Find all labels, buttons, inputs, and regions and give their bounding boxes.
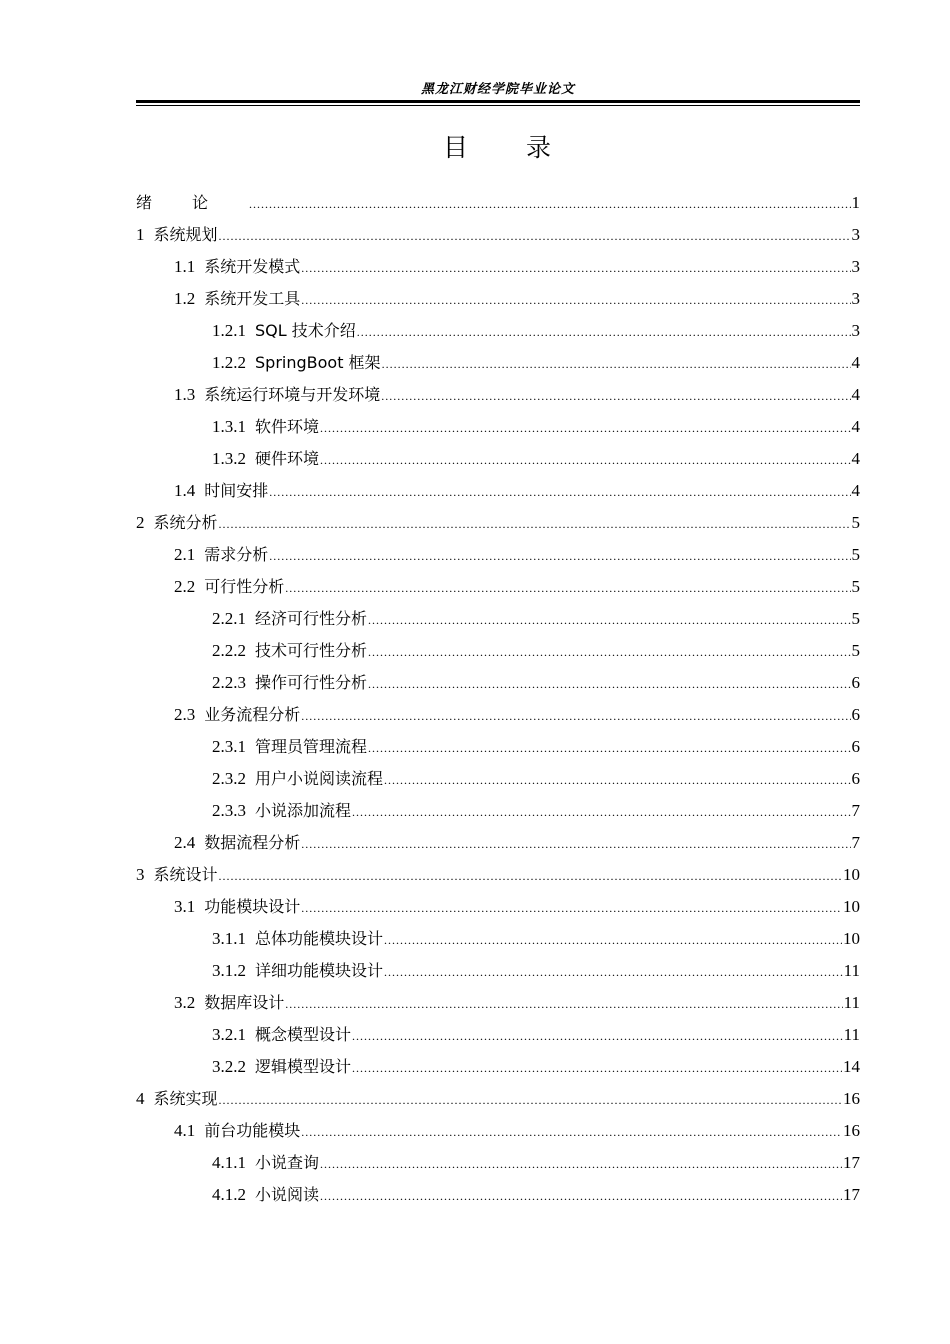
toc-entry[interactable]: [136, 539, 860, 571]
toc-entry-page: 11: [843, 961, 860, 980]
toc-entry[interactable]: [136, 1147, 860, 1179]
toc-entry[interactable]: [136, 283, 860, 315]
toc-entry-number: 1.2: [174, 289, 196, 308]
toc-entry[interactable]: [136, 1179, 860, 1211]
page-header: 黑龙江财经学院毕业论文: [420, 82, 575, 97]
toc-entry-page: 6: [851, 769, 860, 788]
toc-entry-title: 时间安排: [204, 481, 269, 500]
toc-leader-dots: [219, 220, 851, 252]
toc-entry[interactable]: [136, 923, 860, 955]
toc-entry-page: 10: [843, 929, 860, 948]
toc-entry[interactable]: [136, 859, 860, 891]
toc-entry[interactable]: [136, 731, 860, 763]
toc-leader-dots: [352, 1052, 842, 1084]
toc-entry[interactable]: [136, 315, 860, 347]
toc-entry-title: 概念模型设计: [255, 1025, 352, 1044]
toc-entry-page: 4: [851, 353, 860, 372]
toc-entry[interactable]: [136, 251, 860, 283]
toc-entry-title: SpringBoot 框架: [255, 353, 381, 372]
toc-entry-title: 小说添加流程: [255, 801, 352, 820]
toc-entry-number: 2.4: [174, 833, 196, 852]
toc-entry-page: 7: [851, 801, 860, 820]
toc-leader-dots: [249, 188, 850, 220]
toc-leader-dots: [285, 988, 842, 1020]
toc-leader-dots: [301, 700, 850, 732]
toc-entry-title: 系统设计: [153, 865, 218, 884]
toc-entry-number: 4: [136, 1089, 145, 1108]
toc-leader-dots: [320, 444, 850, 476]
toc-entry-page: 11: [843, 1025, 860, 1044]
toc-leader-dots: [384, 924, 842, 956]
toc-entry-title: 可行性分析: [204, 577, 285, 596]
toc-entry-page: 4: [851, 385, 860, 404]
toc-entry-page: 5: [851, 609, 860, 628]
toc-leader-dots: [301, 828, 850, 860]
toc-entry-title: 经济可行性分析: [255, 609, 368, 628]
toc-entry-title: 用户小说阅读流程: [255, 769, 384, 788]
toc-entry-page: 3: [851, 257, 860, 276]
toc-entry-title: 详细功能模块设计: [255, 961, 384, 980]
table-of-contents: [136, 187, 860, 1211]
toc-entry[interactable]: [136, 219, 860, 251]
toc-entry-title: 数据库设计: [204, 993, 285, 1012]
toc-entry-page: 7: [851, 833, 860, 852]
toc-entry-number: 1.3: [174, 385, 196, 404]
toc-entry-number: 2: [136, 513, 145, 532]
toc-entry-title: 管理员管理流程: [255, 737, 368, 756]
toc-entry[interactable]: [136, 379, 860, 411]
toc-entry[interactable]: [136, 795, 860, 827]
header-rule-thin: [136, 105, 860, 106]
toc-entry[interactable]: [136, 827, 860, 859]
toc-leader-dots: [285, 572, 850, 604]
toc-entry-number: 3.1: [174, 897, 196, 916]
toc-entry-number: 3.2.1: [212, 1025, 246, 1044]
toc-entry-number: 1.2.1: [212, 321, 246, 340]
toc-entry-title: 小说阅读: [255, 1185, 320, 1204]
toc-entry[interactable]: [136, 667, 860, 699]
toc-entry[interactable]: [136, 955, 860, 987]
toc-entry-number: 3.1.1: [212, 929, 246, 948]
toc-title-part1: 目: [442, 133, 470, 162]
toc-entry-number: 1.4: [174, 481, 196, 500]
toc-leader-dots: [381, 380, 850, 412]
toc-entry-number: 1: [136, 225, 145, 244]
toc-entry-number: 4.1: [174, 1121, 196, 1140]
toc-entry-page: 10: [843, 897, 860, 916]
toc-entry-page: 17: [843, 1185, 860, 1204]
toc-entry[interactable]: [136, 635, 860, 667]
toc-entry-number: 2.2: [174, 577, 196, 596]
toc-entry-page: 6: [851, 673, 860, 692]
toc-entry[interactable]: [136, 763, 860, 795]
toc-entry-number: 1.1: [174, 257, 196, 276]
toc-entry-title: 前台功能模块: [204, 1121, 301, 1140]
toc-entry-page: 5: [851, 641, 860, 660]
toc-entry-title: 业务流程分析: [204, 705, 301, 724]
toc-entry-number: 2.2.1: [212, 609, 246, 628]
toc-leader-dots: [301, 892, 842, 924]
toc-leader-dots: [320, 1180, 842, 1212]
toc-entry-title: 系统分析: [153, 513, 218, 532]
toc-entry-page: 16: [843, 1089, 860, 1108]
toc-entry-page: 6: [851, 737, 860, 756]
toc-entry-page: 17: [843, 1153, 860, 1172]
toc-entry-title: 逻辑模型设计: [255, 1057, 352, 1076]
toc-entry-number: 1.3.1: [212, 417, 246, 436]
toc-entry-number: 2.3: [174, 705, 196, 724]
toc-entry-page: 6: [851, 705, 860, 724]
toc-entry[interactable]: [136, 507, 860, 539]
toc-leader-dots: [301, 284, 850, 316]
header-rule-thick: [136, 100, 860, 103]
toc-entry-title: 系统实现: [153, 1089, 218, 1108]
toc-leader-dots: [320, 1148, 842, 1180]
toc-leader-dots: [269, 476, 850, 508]
toc-entry[interactable]: [136, 699, 860, 731]
toc-entry-number: 1.2.2: [212, 353, 246, 372]
toc-entry[interactable]: [136, 1083, 860, 1115]
toc-entry-page: 3: [851, 225, 860, 244]
toc-entry-page: 3: [851, 289, 860, 308]
toc-leader-dots: [368, 668, 850, 700]
toc-entry-title: 技术可行性分析: [255, 641, 368, 660]
toc-entry-page: 4: [851, 481, 860, 500]
toc-entry-page: 14: [843, 1057, 860, 1076]
toc-leader-dots: [301, 252, 850, 284]
toc-leader-dots: [320, 412, 850, 444]
toc-entry-number: 2.3.3: [212, 801, 246, 820]
toc-entry-page: 10: [843, 865, 860, 884]
toc-entry-page: 5: [851, 545, 860, 564]
toc-entry-title: 系统运行环境与开发环境: [204, 385, 381, 404]
toc-entry-title: 系统开发工具: [204, 289, 301, 308]
toc-leader-dots: [269, 540, 850, 572]
toc-entry-number: 3.2: [174, 993, 196, 1012]
toc-entry-number: 2.3.1: [212, 737, 246, 756]
toc-leader-dots: [352, 796, 850, 828]
toc-entry[interactable]: [136, 987, 860, 1019]
toc-entry-title: 硬件环境: [255, 449, 320, 468]
toc-entry-title: 数据流程分析: [204, 833, 301, 852]
toc-entry-title: SQL 技术介绍: [255, 321, 356, 340]
toc-entry-title: 系统开发模式: [204, 257, 301, 276]
toc-entry[interactable]: [136, 1051, 860, 1083]
toc-entry-number: 4.1.1: [212, 1153, 246, 1172]
toc-entry[interactable]: [136, 1019, 860, 1051]
toc-entry-title: 绪论: [136, 193, 249, 212]
toc-title-part2: 录: [526, 133, 554, 162]
toc-entry[interactable]: [136, 571, 860, 603]
toc-entry-page: 11: [843, 993, 860, 1012]
toc-entry-number: 1.3.2: [212, 449, 246, 468]
toc-entry-page: 5: [851, 577, 860, 596]
toc-entry-number: 4.1.2: [212, 1185, 246, 1204]
toc-leader-dots: [368, 604, 850, 636]
toc-entry-number: 2.2.2: [212, 641, 246, 660]
toc-entry-page: 4: [851, 449, 860, 468]
toc-entry-title: 软件环境: [255, 417, 320, 436]
toc-entry[interactable]: [136, 891, 860, 923]
toc-entry-number: 2.3.2: [212, 769, 246, 788]
toc-entry-title: 总体功能模块设计: [255, 929, 384, 948]
toc-leader-dots: [382, 348, 851, 380]
toc-entry-page: 1: [851, 193, 860, 212]
toc-entry-title: 功能模块设计: [204, 897, 301, 916]
toc-leader-dots: [368, 636, 850, 668]
toc-leader-dots: [301, 1116, 842, 1148]
toc-entry[interactable]: [136, 1115, 860, 1147]
toc-entry-page: 5: [851, 513, 860, 532]
toc-entry[interactable]: [136, 475, 860, 507]
toc-entry-page: 4: [851, 417, 860, 436]
toc-entry-number: 3.1.2: [212, 961, 246, 980]
toc-entry-number: 3.2.2: [212, 1057, 246, 1076]
toc-leader-dots: [384, 764, 850, 796]
toc-entry[interactable]: [136, 187, 860, 219]
toc-leader-dots: [219, 860, 842, 892]
toc-entry-page: 16: [843, 1121, 860, 1140]
toc-leader-dots: [352, 1020, 843, 1052]
toc-leader-dots: [384, 956, 843, 988]
toc-entry-title: 小说查询: [255, 1153, 320, 1172]
toc-entry[interactable]: [136, 411, 860, 443]
toc-entry-page: 3: [851, 321, 860, 340]
toc-entry[interactable]: [136, 443, 860, 475]
toc-entry[interactable]: [136, 347, 860, 379]
toc-entry[interactable]: [136, 603, 860, 635]
toc-leader-dots: [368, 732, 850, 764]
toc-leader-dots: [219, 508, 851, 540]
toc-leader-dots: [357, 316, 851, 348]
toc-entry-title: 需求分析: [204, 545, 269, 564]
toc-entry-number: 3: [136, 865, 145, 884]
toc-entry-title: 系统规划: [153, 225, 218, 244]
toc-leader-dots: [219, 1084, 842, 1116]
toc-entry-title: 操作可行性分析: [255, 673, 368, 692]
toc-title: [136, 130, 860, 166]
toc-entry-number: 2.2.3: [212, 673, 246, 692]
toc-entry-number: 2.1: [174, 545, 196, 564]
